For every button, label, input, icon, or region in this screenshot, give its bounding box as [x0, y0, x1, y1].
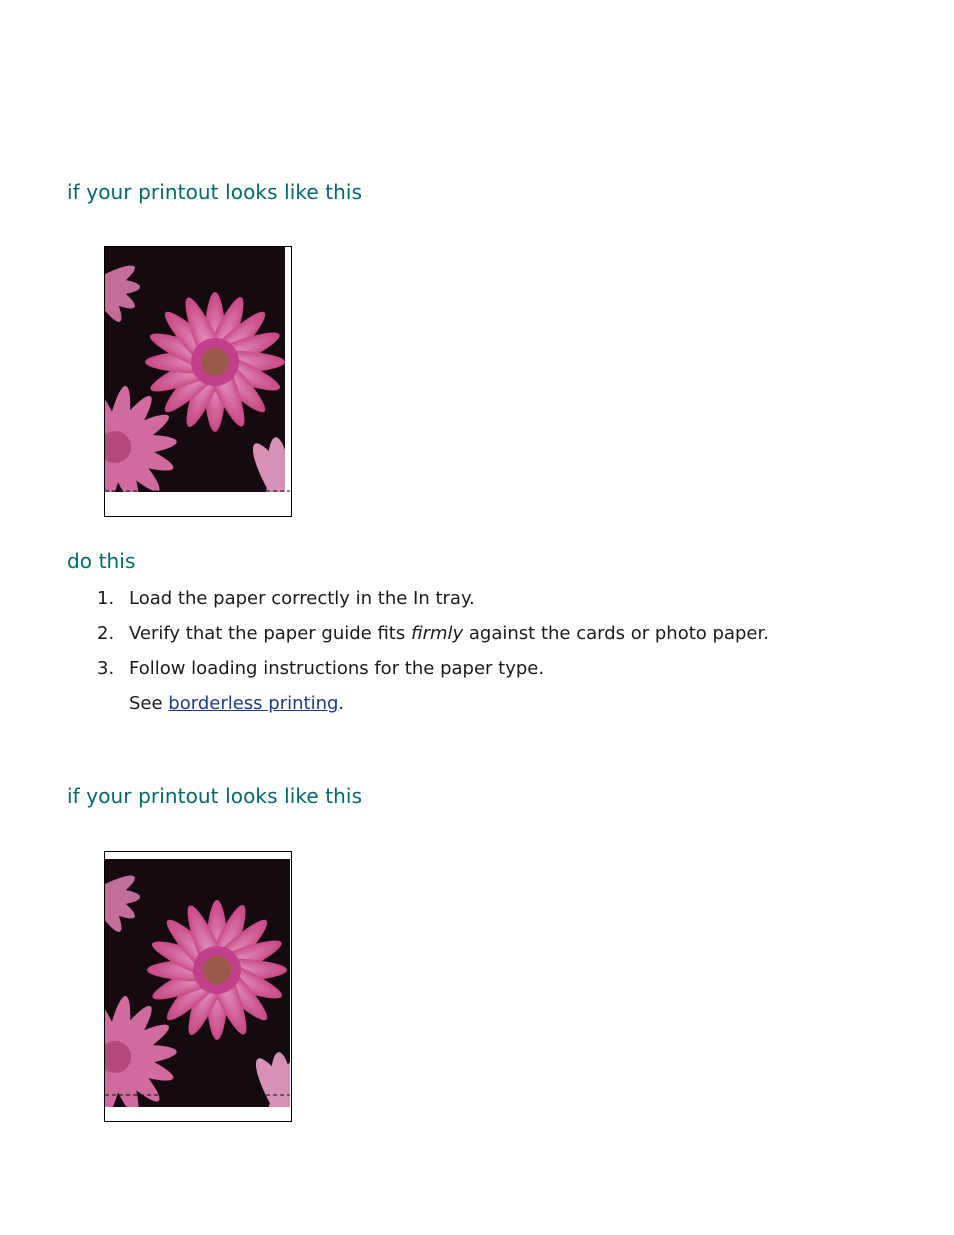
do-this-heading: do this: [67, 549, 136, 573]
see-also-line: [129, 690, 344, 718]
step-number: 3.: [97, 658, 115, 679]
step-item-2: [0, 620, 954, 655]
step-text-after: against the cards or photo paper.: [463, 623, 769, 644]
step-item-1: [0, 585, 954, 620]
printout-example-image-1: [104, 246, 292, 517]
step-text: [129, 620, 769, 648]
step-text: Follow loading instructions for the paper type.: [129, 658, 545, 679]
step-text-emphasis: firmly: [410, 623, 464, 644]
see-prefix: See: [129, 693, 169, 714]
borderless-printing-link[interactable]: borderless printing: [168, 693, 339, 714]
flower-photo-1: [105, 247, 290, 515]
section-heading-1: if your printout looks like this: [67, 180, 363, 204]
printout-example-image-2: [104, 851, 292, 1122]
step-text: Load the paper correctly in the In tray.: [129, 588, 475, 609]
section-heading-2: if your printout looks like this: [67, 784, 363, 808]
flower-photo-2: [105, 852, 290, 1120]
step-text-before: Verify that the paper guide fits: [129, 623, 411, 644]
step-item-3: [0, 655, 954, 690]
see-suffix: .: [338, 693, 345, 714]
step-number: 1.: [97, 588, 115, 609]
step-number: 2.: [97, 623, 115, 644]
steps-list: [0, 585, 954, 690]
